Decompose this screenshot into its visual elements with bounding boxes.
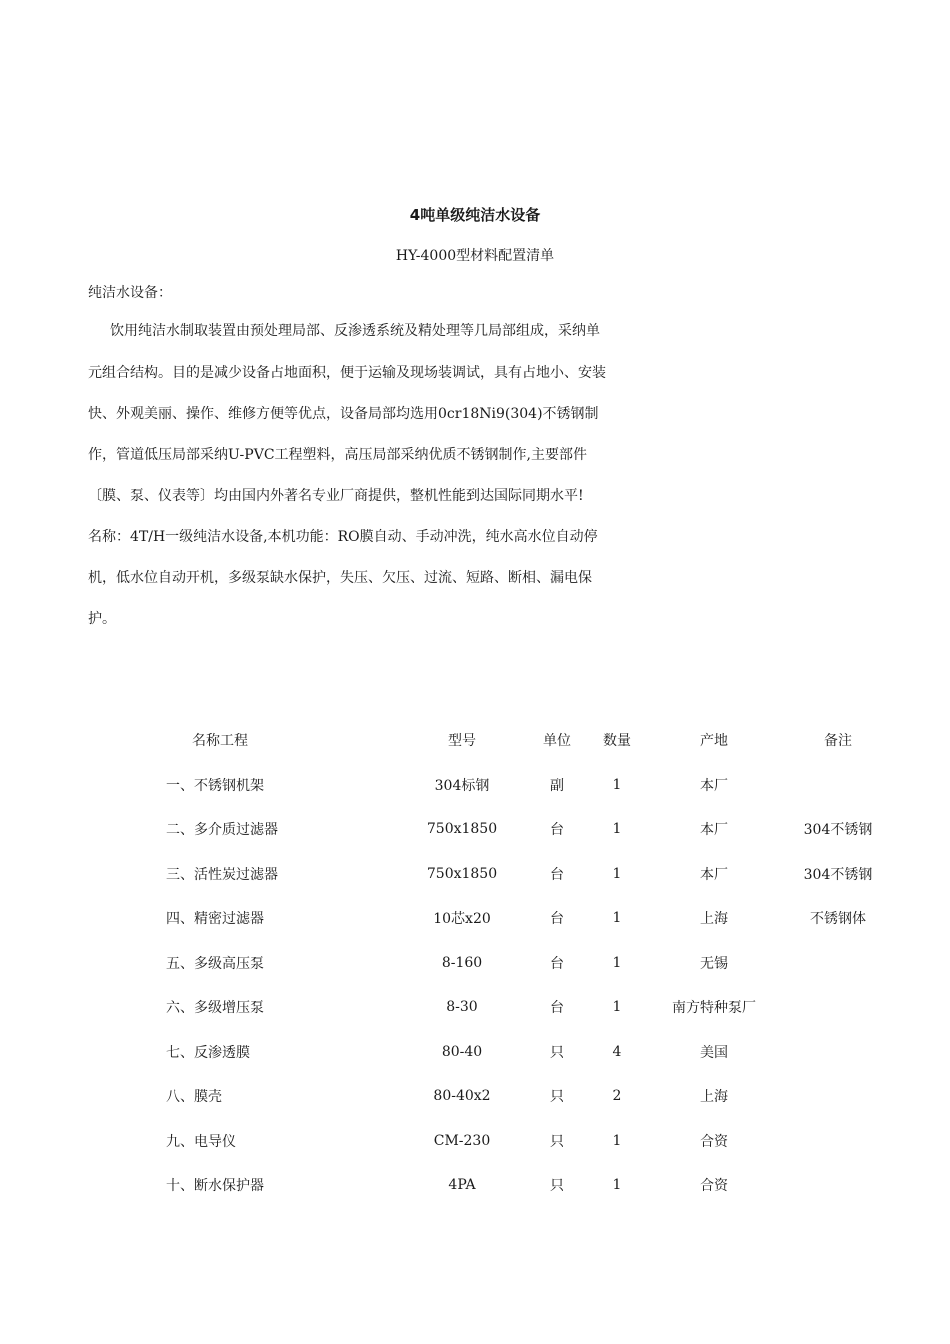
cell-model: 8-30 (446, 999, 478, 1016)
cell-note: 不锈钢体 (810, 911, 866, 928)
paragraph-line: 作，管道低压局部采纳U-PVC工程塑料，高压局部采纳优质不锈钢制作,主要部件 (88, 447, 587, 463)
cell-qty: 2 (612, 1088, 622, 1105)
table-row (110, 763, 890, 808)
cell-origin: 南方特种泵厂 (672, 1000, 756, 1017)
function-line: 名称：4T/H一级纯洁水设备,本机功能：RO膜自动、手动冲洗，纯水高水位自动停 (88, 529, 598, 545)
cell-name: 一、不锈钢机架 (166, 777, 264, 794)
cell-note (786, 1119, 890, 1164)
header-note: 备注 (824, 733, 852, 750)
table-row (110, 1074, 890, 1119)
cell-note (786, 1074, 890, 1119)
cell-name: 七、反渗透膜 (166, 1044, 250, 1061)
document-title: 4吨单级纯洁水设备 (409, 206, 541, 224)
cell-origin: 无锡 (700, 955, 728, 972)
cell-model: 750x1850 (426, 865, 498, 882)
cell-unit: 只 (550, 1178, 564, 1195)
cell-name: 四、精密过滤器 (166, 911, 264, 928)
cell-name: 五、多级高压泵 (166, 955, 264, 972)
table-header-row (110, 718, 890, 763)
cell-model: 8-160 (441, 954, 483, 971)
cell-origin: 上海 (700, 911, 728, 928)
cell-name: 八、膜壳 (166, 1089, 222, 1106)
paragraph-line: 饮用纯洁水制取装置由预处理局部、反渗透系统及精处理等几局部组成，采纳单 (110, 323, 600, 339)
table-row (110, 941, 890, 986)
table-row (110, 1163, 890, 1208)
paragraph-line: 快、外观美丽、操作、维修方便等优点，设备局部均选用0cr18Ni9(304)不锈钢制 (88, 406, 599, 422)
cell-origin: 美国 (700, 1044, 728, 1061)
cell-name: 二、多介质过滤器 (166, 822, 278, 839)
cell-name: 十、断水保护器 (166, 1178, 264, 1195)
cell-model: 80-40 (441, 1043, 483, 1060)
cell-unit: 只 (550, 1089, 564, 1106)
table-row (110, 896, 890, 941)
cell-qty: 1 (612, 1132, 622, 1149)
cell-note (786, 763, 890, 808)
cell-note: 304不锈钢 (803, 866, 873, 883)
cell-model: 750x1850 (426, 821, 498, 838)
cell-model: CM-230 (433, 1132, 491, 1149)
cell-note (786, 941, 890, 986)
cell-origin: 本厂 (700, 866, 728, 883)
cell-origin: 本厂 (700, 822, 728, 839)
cell-note: 304不锈钢 (803, 822, 873, 839)
cell-unit: 只 (550, 1133, 564, 1150)
cell-note (786, 1163, 890, 1208)
cell-qty: 1 (612, 954, 622, 971)
cell-qty: 4 (612, 1043, 622, 1060)
cell-qty: 1 (612, 910, 622, 927)
cell-unit: 台 (550, 955, 564, 972)
cell-origin: 合资 (700, 1178, 728, 1195)
header-unit: 单位 (543, 733, 571, 750)
cell-unit: 只 (550, 1044, 564, 1061)
cell-name: 六、多级增压泵 (166, 1000, 264, 1017)
cell-model: 80-40x2 (433, 1088, 491, 1105)
paragraph-line: 〔膜、泵、仪表等〕均由国内外著名专业厂商提供，整机性能到达国际同期水平! (88, 488, 584, 504)
cell-unit: 台 (550, 866, 564, 883)
cell-unit: 台 (550, 911, 564, 928)
cell-qty: 1 (612, 776, 622, 793)
cell-unit: 台 (550, 1000, 564, 1017)
cell-model: 10芯x20 (433, 911, 491, 928)
header-qty: 数量 (603, 733, 631, 750)
table-row (110, 807, 890, 852)
cell-origin: 上海 (700, 1089, 728, 1106)
cell-name: 三、活性炭过滤器 (166, 866, 278, 883)
table-row (110, 1119, 890, 1164)
header-name: 名称工程 (192, 733, 248, 750)
cell-qty: 1 (612, 865, 622, 882)
cell-qty: 1 (612, 1177, 622, 1194)
paragraph-line: 元组合结构。目的是减少设备占地面积，便于运输及现场装调试，具有占地小、安装 (88, 365, 606, 381)
cell-note (786, 985, 890, 1030)
cell-origin: 合资 (700, 1133, 728, 1150)
function-line: 机，低水位自动开机，多级泵缺水保护，失压、欠压、过流、短路、断相、漏电保 (88, 570, 592, 586)
cell-origin: 本厂 (700, 777, 728, 794)
cell-note (786, 1030, 890, 1075)
function-line: 护。 (88, 611, 116, 627)
cell-model: 4PA (448, 1177, 476, 1194)
material-list-table (110, 718, 890, 1208)
table-row (110, 1030, 890, 1075)
section-label: 纯洁水设备： (88, 285, 172, 301)
cell-name: 九、电导仪 (166, 1133, 236, 1150)
cell-unit: 台 (550, 822, 564, 839)
cell-qty: 1 (612, 999, 622, 1016)
cell-model: 304标钢 (434, 777, 490, 794)
cell-unit: 副 (550, 777, 564, 794)
header-model: 型号 (448, 733, 476, 750)
document-subtitle: HY-4000型材料配置清单 (395, 248, 555, 264)
table-row (110, 985, 890, 1030)
table-row (110, 852, 890, 897)
cell-qty: 1 (612, 821, 622, 838)
header-origin: 产地 (700, 733, 728, 750)
